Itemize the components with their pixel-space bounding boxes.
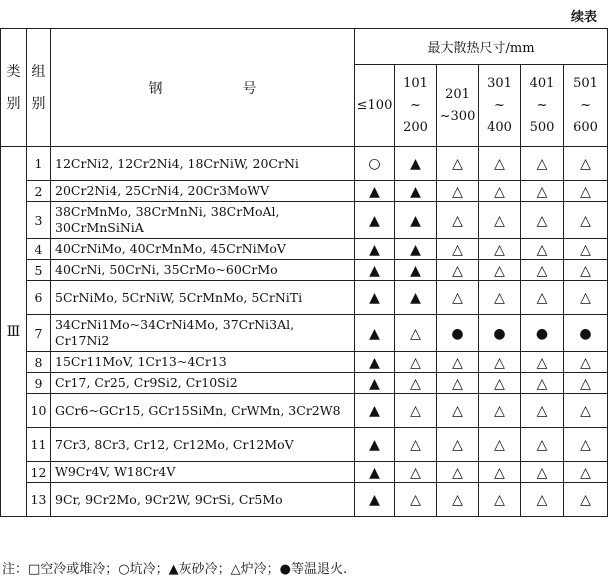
- cooling-mark-cell: [437, 373, 479, 394]
- footnote: 注：□空冷或堆冷；○坑冷；▲灰砂冷；△炉冷；●等温退火.: [2, 562, 348, 577]
- steel-grade-cell: Cr17, Cr25, Cr9Si2, Cr10Si2: [51, 373, 355, 394]
- cooling-mark-cell: [564, 394, 608, 428]
- group-cell: 2: [27, 181, 51, 202]
- steel-grade-cell: 38CrMnMo, 38CrMnNi, 38CrMoAl, 30CrMnSiNiA: [51, 202, 355, 239]
- cooling-mark-cell: [564, 202, 608, 239]
- steel-grade-cell: 15Cr11MoV, 1Cr13~4Cr13: [51, 352, 355, 373]
- cooling-mark-cell: [437, 462, 479, 483]
- iso-cooling-icon: ●: [493, 325, 506, 342]
- cooling-mark-cell: [564, 239, 608, 260]
- furnace-cooling-icon: △: [494, 375, 505, 392]
- range-header-3: 201 ~300: [437, 65, 479, 147]
- furnace-cooling-icon: △: [536, 375, 548, 392]
- category-header: 类 别: [1, 29, 27, 147]
- cooling-method-table: [0, 28, 608, 517]
- furnace-cooling-icon: △: [580, 375, 591, 392]
- furnace-cooling-icon: △: [452, 212, 463, 229]
- furnace-cooling-icon: △: [494, 437, 505, 453]
- cooling-mark-cell: [521, 483, 564, 517]
- range-header-6: 501 ~ 600: [564, 65, 608, 147]
- cooling-mark-cell: [479, 147, 521, 181]
- furnace-cooling-icon: △: [536, 156, 548, 172]
- cooling-mark-cell: [564, 428, 608, 462]
- ash-cooling-icon: ▲: [369, 183, 380, 200]
- furnace-cooling-icon: △: [494, 212, 505, 229]
- table-row: [1, 202, 608, 239]
- cooling-mark-cell: [564, 352, 608, 373]
- cooling-mark-cell: [521, 181, 564, 202]
- cooling-mark-cell: [479, 281, 521, 315]
- cooling-mark-cell: [564, 147, 608, 181]
- cooling-mark-cell: [564, 181, 608, 202]
- cooling-mark-cell: [437, 281, 479, 315]
- ash-cooling-icon: ▲: [410, 183, 421, 200]
- ash-cooling-icon: ▲: [369, 241, 380, 258]
- table-row: [1, 483, 608, 517]
- furnace-cooling-icon: △: [536, 403, 548, 419]
- cooling-mark-cell: [479, 315, 521, 352]
- cooling-mark-cell: [395, 260, 437, 281]
- furnace-cooling-icon: △: [452, 464, 463, 481]
- steel-grade-cell: 5CrNiMo, 5CrNiW, 5CrMnMo, 5CrNiTi: [51, 281, 355, 315]
- cooling-mark-cell: [564, 462, 608, 483]
- cooling-mark-cell: [521, 394, 564, 428]
- cooling-mark-cell: [521, 281, 564, 315]
- continued-label: 续表: [570, 10, 597, 25]
- iso-cooling-icon: ●: [535, 325, 549, 342]
- cooling-mark-cell: [437, 352, 479, 373]
- steel-grade-cell: 12CrNi2, 12Cr2Ni4, 18CrNiW, 20CrNi: [51, 147, 355, 181]
- table-row: [1, 428, 608, 462]
- cooling-mark-cell: [479, 462, 521, 483]
- cooling-mark-cell: [355, 483, 395, 517]
- cooling-mark-cell: [437, 483, 479, 517]
- furnace-cooling-icon: △: [580, 492, 591, 508]
- furnace-cooling-icon: △: [536, 354, 548, 371]
- cooling-mark-cell: [355, 428, 395, 462]
- ash-cooling-icon: ▲: [410, 262, 421, 279]
- furnace-cooling-icon: △: [536, 183, 548, 200]
- furnace-cooling-icon: △: [410, 354, 421, 371]
- cooling-mark-cell: [437, 428, 479, 462]
- cooling-mark-cell: [564, 315, 608, 352]
- cooling-mark-cell: [355, 260, 395, 281]
- table-row: [1, 462, 608, 483]
- cooling-mark-cell: [564, 281, 608, 315]
- group-cell: 8: [27, 352, 51, 373]
- cooling-mark-cell: [479, 181, 521, 202]
- cooling-mark-cell: [355, 202, 395, 239]
- cooling-mark-cell: [479, 483, 521, 517]
- group-cell: 3: [27, 202, 51, 239]
- furnace-cooling-icon: △: [452, 290, 463, 306]
- furnace-cooling-icon: △: [494, 156, 505, 172]
- cooling-mark-cell: [395, 373, 437, 394]
- furnace-cooling-icon: △: [410, 492, 421, 508]
- group-header: 组 别: [27, 29, 51, 147]
- cooling-mark-cell: [355, 462, 395, 483]
- cooling-mark-cell: [479, 428, 521, 462]
- category-cell: Ⅲ: [1, 147, 27, 517]
- group-cell: 13: [27, 483, 51, 517]
- steel-grade-cell: W9Cr4V, W18Cr4V: [51, 462, 355, 483]
- ash-cooling-icon: ▲: [369, 262, 380, 279]
- cooling-mark-cell: [479, 202, 521, 239]
- cooling-mark-cell: [479, 394, 521, 428]
- cooling-mark-cell: [564, 260, 608, 281]
- cooling-mark-cell: [355, 394, 395, 428]
- table-body: [1, 147, 608, 517]
- table-row: [1, 147, 608, 181]
- furnace-cooling-icon: △: [580, 354, 591, 371]
- ash-cooling-icon: ▲: [369, 492, 380, 508]
- cooling-mark-cell: [479, 260, 521, 281]
- furnace-cooling-icon: △: [452, 403, 463, 419]
- cooling-mark-cell: [437, 315, 479, 352]
- cooling-mark-cell: [437, 202, 479, 239]
- cooling-mark-cell: [479, 239, 521, 260]
- group-cell: 7: [27, 315, 51, 352]
- cooling-mark-cell: [564, 373, 608, 394]
- range-header-1: ≤100: [355, 65, 395, 147]
- cooling-mark-cell: [395, 394, 437, 428]
- furnace-cooling-icon: △: [494, 183, 505, 200]
- ash-cooling-icon: ▲: [369, 403, 380, 419]
- group-cell: 6: [27, 281, 51, 315]
- pit-cooling-icon: ○: [368, 156, 381, 172]
- furnace-cooling-icon: △: [494, 241, 505, 258]
- cooling-mark-cell: [355, 352, 395, 373]
- table-row: [1, 181, 608, 202]
- ash-cooling-icon: ▲: [369, 354, 380, 371]
- furnace-cooling-icon: △: [410, 375, 421, 392]
- cooling-mark-cell: [395, 315, 437, 352]
- cooling-mark-cell: [395, 202, 437, 239]
- furnace-cooling-icon: △: [452, 156, 463, 172]
- furnace-cooling-icon: △: [580, 156, 591, 172]
- ash-cooling-icon: ▲: [410, 156, 421, 172]
- max-dimension-header: 最大散热尺寸/mm: [355, 29, 608, 65]
- furnace-cooling-icon: △: [494, 354, 505, 371]
- ash-cooling-icon: ▲: [410, 241, 421, 258]
- furnace-cooling-icon: △: [494, 403, 505, 419]
- cooling-mark-cell: [521, 147, 564, 181]
- cooling-mark-cell: [521, 462, 564, 483]
- furnace-cooling-icon: △: [580, 464, 591, 481]
- cooling-mark-cell: [521, 239, 564, 260]
- furnace-cooling-icon: △: [494, 290, 505, 306]
- cooling-mark-cell: [395, 281, 437, 315]
- cooling-mark-cell: [521, 202, 564, 239]
- cooling-mark-cell: [521, 428, 564, 462]
- furnace-cooling-icon: △: [452, 241, 463, 258]
- cooling-mark-cell: [395, 239, 437, 260]
- cooling-mark-cell: [564, 483, 608, 517]
- table-row: [1, 281, 608, 315]
- furnace-cooling-icon: △: [452, 262, 463, 279]
- furnace-cooling-icon: △: [452, 354, 463, 371]
- table-row: [1, 352, 608, 373]
- steel-grade-cell: 40CrNiMo, 40CrMnMo, 45CrNiMoV: [51, 239, 355, 260]
- cooling-mark-cell: [355, 239, 395, 260]
- range-header-2: 101 ~ 200: [395, 65, 437, 147]
- iso-cooling-icon: ●: [579, 325, 592, 342]
- cooling-mark-cell: [437, 147, 479, 181]
- cooling-mark-cell: [521, 352, 564, 373]
- furnace-cooling-icon: △: [580, 437, 591, 453]
- furnace-cooling-icon: △: [536, 492, 548, 508]
- cooling-mark-cell: [437, 181, 479, 202]
- ash-cooling-icon: ▲: [369, 212, 380, 229]
- ash-cooling-icon: ▲: [369, 325, 380, 342]
- furnace-cooling-icon: △: [580, 403, 591, 419]
- cooling-mark-cell: [395, 147, 437, 181]
- cooling-mark-cell: [521, 315, 564, 352]
- furnace-cooling-icon: △: [410, 437, 421, 453]
- furnace-cooling-icon: △: [494, 492, 505, 508]
- ash-cooling-icon: ▲: [369, 464, 380, 481]
- furnace-cooling-icon: △: [452, 437, 463, 453]
- steel-grade-cell: 34CrNi1Mo~34CrNi4Mo, 37CrNi3Al, Cr17Ni2: [51, 315, 355, 352]
- group-cell: 9: [27, 373, 51, 394]
- ash-cooling-icon: ▲: [410, 212, 421, 229]
- cooling-mark-cell: [355, 181, 395, 202]
- group-cell: 12: [27, 462, 51, 483]
- furnace-cooling-icon: △: [580, 290, 591, 306]
- cooling-mark-cell: [395, 483, 437, 517]
- steel-grade-cell: 40CrNi, 50CrNi, 35CrMo~60CrMo: [51, 260, 355, 281]
- furnace-cooling-icon: △: [536, 212, 548, 229]
- cooling-mark-cell: [395, 352, 437, 373]
- furnace-cooling-icon: △: [410, 403, 421, 419]
- furnace-cooling-icon: △: [494, 262, 505, 279]
- cooling-mark-cell: [521, 260, 564, 281]
- furnace-cooling-icon: △: [536, 290, 548, 306]
- range-header-4: 301 ~ 400: [479, 65, 521, 147]
- cooling-mark-cell: [395, 462, 437, 483]
- furnace-cooling-icon: △: [410, 325, 421, 342]
- furnace-cooling-icon: △: [494, 464, 505, 481]
- ash-cooling-icon: ▲: [410, 290, 421, 306]
- steel-grade-cell: 20Cr2Ni4, 25CrNi4, 20Cr3MoWV: [51, 181, 355, 202]
- furnace-cooling-icon: △: [536, 241, 548, 258]
- cooling-mark-cell: [355, 147, 395, 181]
- group-cell: 10: [27, 394, 51, 428]
- furnace-cooling-icon: △: [580, 262, 591, 279]
- table-row: [1, 260, 608, 281]
- cooling-mark-cell: [521, 373, 564, 394]
- steel-grade-cell: 9Cr, 9Cr2Mo, 9Cr2W, 9CrSi, Cr5Mo: [51, 483, 355, 517]
- cooling-mark-cell: [437, 394, 479, 428]
- iso-cooling-icon: ●: [451, 325, 464, 342]
- cooling-mark-cell: [395, 181, 437, 202]
- cooling-mark-cell: [355, 373, 395, 394]
- furnace-cooling-icon: △: [580, 212, 591, 229]
- group-cell: 5: [27, 260, 51, 281]
- cooling-mark-cell: [355, 315, 395, 352]
- steel-grade-cell: GCr6~GCr15, GCr15SiMn, CrWMn, 3Cr2W8: [51, 394, 355, 428]
- table-row: [1, 239, 608, 260]
- ash-cooling-icon: ▲: [369, 375, 380, 392]
- furnace-cooling-icon: △: [452, 492, 463, 508]
- furnace-cooling-icon: △: [580, 241, 591, 258]
- ash-cooling-icon: ▲: [369, 290, 380, 306]
- cooling-mark-cell: [479, 352, 521, 373]
- furnace-cooling-icon: △: [410, 464, 421, 481]
- table-row: [1, 373, 608, 394]
- table-row: [1, 315, 608, 352]
- group-cell: 4: [27, 239, 51, 260]
- group-cell: 1: [27, 147, 51, 181]
- steel-grade-cell: 7Cr3, 8Cr3, Cr12, Cr12Mo, Cr12MoV: [51, 428, 355, 462]
- range-header-5: 401 ~ 500: [521, 65, 564, 147]
- cooling-mark-cell: [395, 428, 437, 462]
- cooling-mark-cell: [355, 281, 395, 315]
- group-cell: 11: [27, 428, 51, 462]
- furnace-cooling-icon: △: [452, 183, 463, 200]
- cooling-mark-cell: [437, 239, 479, 260]
- cooling-mark-cell: [437, 260, 479, 281]
- furnace-cooling-icon: △: [452, 375, 463, 392]
- furnace-cooling-icon: △: [536, 464, 548, 481]
- furnace-cooling-icon: △: [580, 183, 591, 200]
- ash-cooling-icon: ▲: [369, 437, 380, 453]
- steel-grade-header: 钢 号: [51, 29, 355, 147]
- cooling-mark-cell: [479, 373, 521, 394]
- furnace-cooling-icon: △: [536, 262, 548, 279]
- table-row: [1, 394, 608, 428]
- furnace-cooling-icon: △: [536, 437, 548, 453]
